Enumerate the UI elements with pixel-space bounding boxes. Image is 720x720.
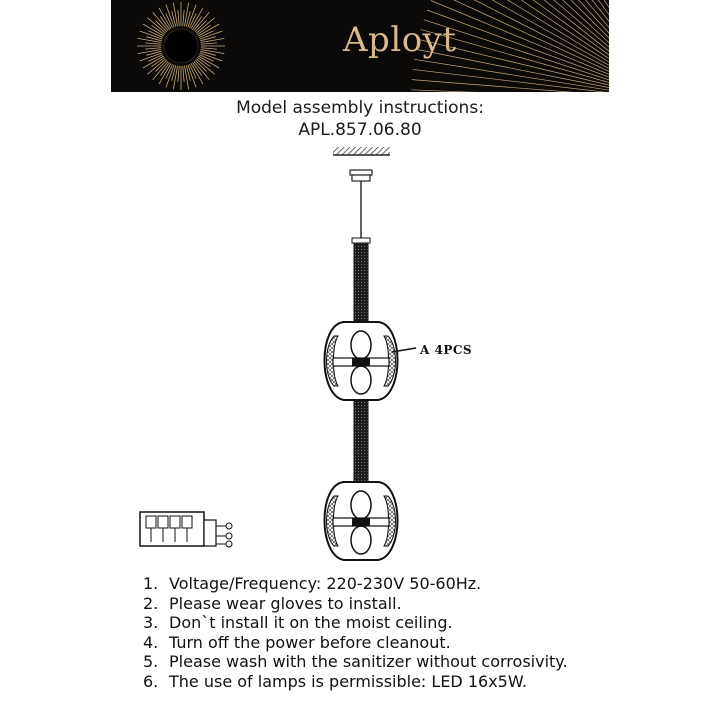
corner-ray [553, 0, 609, 82]
instruction-item [143, 613, 568, 633]
instruction-item [143, 633, 568, 653]
sun-ray [184, 66, 188, 90]
instruction-number: 5. [143, 652, 159, 672]
instruction-number: 2. [143, 593, 159, 613]
instruction-number: 3. [143, 613, 159, 633]
instruction-number: 1. [143, 574, 159, 593]
sun-ray [201, 43, 217, 44]
instruction-text: The use of lamps is permissible: LED 16x5W. [169, 671, 527, 691]
sun-ray [201, 38, 225, 42]
instruction-item [143, 672, 568, 692]
brand-banner [111, 0, 609, 92]
corner-ray [414, 59, 609, 92]
sun-ray [201, 48, 217, 49]
instruction-item [143, 574, 568, 594]
sun-ray [178, 66, 179, 82]
sun-ray [145, 48, 161, 49]
instructions-list [143, 574, 568, 692]
sun-ray [138, 38, 162, 42]
instruction-item [143, 652, 568, 672]
sun-ray [173, 3, 177, 27]
sun-ray [183, 66, 184, 82]
instruction-text: Please wash with the sanitizer without corrosivity. [169, 652, 568, 672]
corner-ray [581, 0, 609, 81]
page-title: Model assembly instructions: [236, 98, 484, 118]
sun-ray [201, 49, 225, 53]
instruction-text: Turn off the power before cleanout. [169, 632, 451, 652]
callout-label: A 4PCS [420, 343, 473, 357]
instruction-item [143, 594, 568, 614]
sun-ray [184, 3, 188, 27]
instruction-number: 4. [143, 632, 159, 652]
corner-ray [535, 0, 609, 83]
instruction-text: Voltage/Frequency: 220-230V 50-60Hz. [169, 574, 482, 593]
assembly-drawing [0, 140, 720, 570]
lower-shade [325, 482, 398, 560]
sun-ray [138, 49, 162, 53]
instruction-text: Don`t install it on the moist ceiling. [169, 613, 453, 633]
instruction-number: 6. [143, 671, 159, 691]
terminal-block-icon [140, 512, 232, 547]
sun-ray [145, 43, 161, 44]
corner-ray [455, 0, 609, 89]
ceiling-mount [333, 147, 390, 240]
corner-ray [411, 90, 609, 92]
model-number: APL.857.06.80 [298, 120, 422, 140]
corner-ray [518, 0, 609, 84]
sun-ray [178, 10, 179, 26]
corner-ray [431, 1, 609, 92]
corner-ray [413, 69, 609, 92]
brand-name: Aployt [343, 20, 457, 60]
sun-ray [173, 66, 177, 90]
upper-shade [325, 322, 398, 400]
sun-ray [183, 10, 184, 26]
instruction-text: Please wear gloves to install. [169, 593, 402, 613]
corner-ray [467, 0, 609, 88]
